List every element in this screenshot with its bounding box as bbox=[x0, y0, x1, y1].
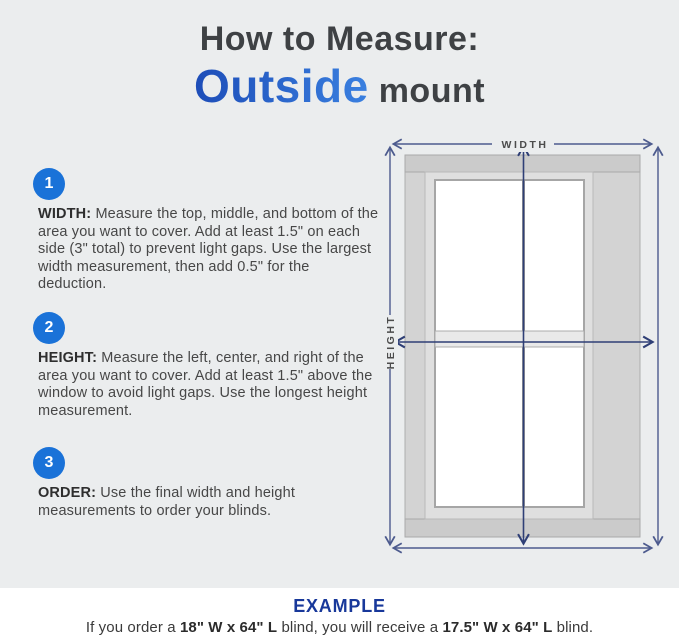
step-1-number-badge: 1 bbox=[33, 168, 65, 200]
width-label: WIDTH bbox=[501, 139, 549, 151]
step-2-description: Measure the left, center, and right of the area you want to cover. Add at least 1.5" above the window to avoid light gaps. Use the longest height measurement. bbox=[38, 350, 373, 419]
example-sentence bbox=[0, 619, 679, 636]
example-middle: blind, you will receive a bbox=[277, 619, 443, 636]
title-suffix-mount: mount bbox=[378, 71, 486, 110]
step-2-label: HEIGHT: bbox=[38, 350, 98, 366]
step-2 bbox=[30, 312, 382, 420]
window-sill-trim bbox=[405, 519, 640, 537]
example-order-size: 18" W x 64" L bbox=[179, 619, 278, 636]
window-illustration bbox=[405, 155, 640, 537]
window-meeting-rail bbox=[435, 331, 584, 347]
step-2-number-badge: 2 bbox=[33, 312, 65, 344]
page-title bbox=[0, 22, 679, 110]
step-1 bbox=[30, 168, 382, 294]
step-2-text bbox=[30, 350, 382, 420]
example-heading: EXAMPLE bbox=[293, 596, 386, 616]
example-suffix: blind. bbox=[552, 619, 594, 636]
window-head-trim bbox=[405, 155, 640, 172]
step-3 bbox=[30, 447, 382, 520]
step-1-label: WIDTH: bbox=[38, 206, 92, 222]
title-line2 bbox=[0, 59, 679, 112]
step-3-text bbox=[30, 485, 382, 520]
height-label: HEIGHT bbox=[385, 314, 397, 370]
example-footer bbox=[0, 588, 679, 644]
window-measurement-diagram bbox=[378, 132, 670, 556]
example-prefix: If you order a bbox=[85, 619, 180, 636]
step-1-description: Measure the top, middle, and bottom of the area you want to cover. Add at least 1.5" on each side (3" total) to prevent light gaps. Use the largest width measurement, then add 0.5" for the deduction. bbox=[38, 206, 379, 292]
step-3-label: ORDER: bbox=[38, 485, 97, 501]
title-line1: How to Measure: bbox=[199, 20, 480, 58]
example-receive-size: 17.5" W x 64" L bbox=[442, 619, 553, 636]
title-highlight-outside: Outside bbox=[193, 59, 369, 112]
step-3-number-badge: 3 bbox=[33, 447, 65, 479]
step-3-description: Use the final width and height measurements to order your blinds. bbox=[38, 485, 296, 519]
step-1-text bbox=[30, 206, 382, 294]
